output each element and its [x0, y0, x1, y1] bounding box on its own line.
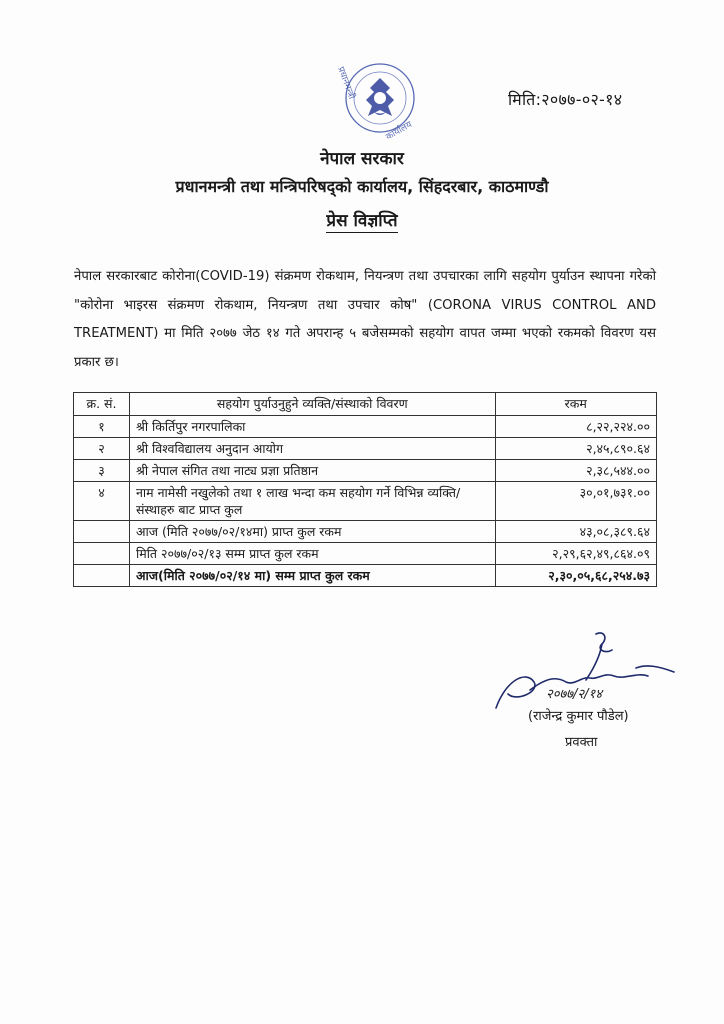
grand-total-amount: २,३०,०५,६८,२५४.७३: [495, 565, 656, 587]
row-amount: २,३८,५४४.००: [495, 460, 656, 482]
seal-stamp-icon: [318, 46, 446, 146]
row-description: श्री विश्वविद्यालय अनुदान आयोग: [129, 438, 495, 460]
row-amount: २,४५,८९०.६४: [495, 438, 656, 460]
empty-cell: [74, 543, 130, 565]
total-description: मिति २०७७/०२/१३ सम्म प्राप्त कुल रकम: [129, 543, 495, 565]
total-amount: ४३,०८,३८९.६४: [495, 521, 656, 543]
total-amount: २,२९,६२,४९,८६४.०९: [495, 543, 656, 565]
row-amount: ३०,०१,७३१.००: [495, 482, 656, 521]
signatory-role: प्रवक्ता: [565, 735, 598, 750]
office-name: प्रधानमन्त्री तथा मन्त्रिपरिषद्को कार्यालय, सिंहदरबार, काठमाण्डौ: [175, 177, 549, 196]
table-row: [74, 438, 657, 460]
donation-table: [73, 392, 657, 587]
grand-total-description: आज(मिति २०७७/०२/१४ मा) सम्म प्राप्त कुल रकम: [129, 565, 495, 587]
row-sn: ४: [74, 482, 130, 521]
row-description: श्री नेपाल संगित तथा नाट्य प्रज्ञा प्रतिष्ठान: [129, 460, 495, 482]
total-row-previous: [74, 543, 657, 565]
header-sn: क्र. सं.: [74, 393, 130, 416]
row-sn: २: [74, 438, 130, 460]
total-description: आज (मिति २०७७/०२/१४मा) प्राप्त कुल रकम: [129, 521, 495, 543]
svg-text:प्रधानमन्त्री: प्रधानमन्त्री: [335, 65, 357, 101]
signatory-name: (राजेन्द्र कुमार पौडेल): [528, 709, 629, 724]
row-description: श्री किर्तिपुर नगरपालिका: [129, 416, 495, 438]
total-row-grand: [74, 565, 657, 587]
header-amount: रकम: [495, 393, 656, 416]
header-description: सहयोग पुर्याउनुहुने व्यक्ति/संस्थाको विवरण: [129, 393, 495, 416]
row-sn: १: [74, 416, 130, 438]
row-sn: ३: [74, 460, 130, 482]
table-row: [74, 460, 657, 482]
empty-cell: [74, 565, 130, 587]
total-row-today: [74, 521, 657, 543]
signature-date: २०७७/२/१४: [546, 687, 603, 702]
table-row: [74, 416, 657, 438]
release-date: मिति:२०७७-०२-१४: [508, 90, 623, 109]
table-header-row: [74, 393, 657, 416]
office-seal: [318, 46, 446, 146]
body-paragraph: नेपाल सरकारबाट कोरोना(COVID-19) संक्रमण रोकथाम, नियन्त्रण तथा उपचारका लागि सहयोग पुर्याउन स्थापना गरेको "कोरोना भाइरस संक्रमण रोकथाम, नियन्त्रण तथा उपचार कोष" (CORONA VIRUS CONTROL AND TREATMENT) मा मिति २०७७ जेठ १४ गते अपरान्ह ५ बजेसम्मको सहयोग वापत जम्मा भएको रकमको विवरण यस प्रकार छ।: [74, 269, 656, 370]
row-description: नाम नामेसी नखुलेको तथा १ लाख भन्दा कम सहयोग गर्ने विभिन्न व्यक्ति/संस्थाहरु बाट प्राप्त कुल: [129, 482, 495, 521]
document-title: [0, 208, 724, 231]
svg-text:कार्यालय: कार्यालय: [384, 119, 414, 143]
row-amount: ८,२२,२२४.००: [495, 416, 656, 438]
table-row: [74, 482, 657, 521]
empty-cell: [74, 521, 130, 543]
government-name: नेपाल सरकार: [320, 149, 404, 169]
document-title-text: प्रेस विज्ञप्ति: [326, 211, 398, 231]
signature: [486, 620, 686, 720]
handwritten-signature-icon: [486, 620, 686, 720]
